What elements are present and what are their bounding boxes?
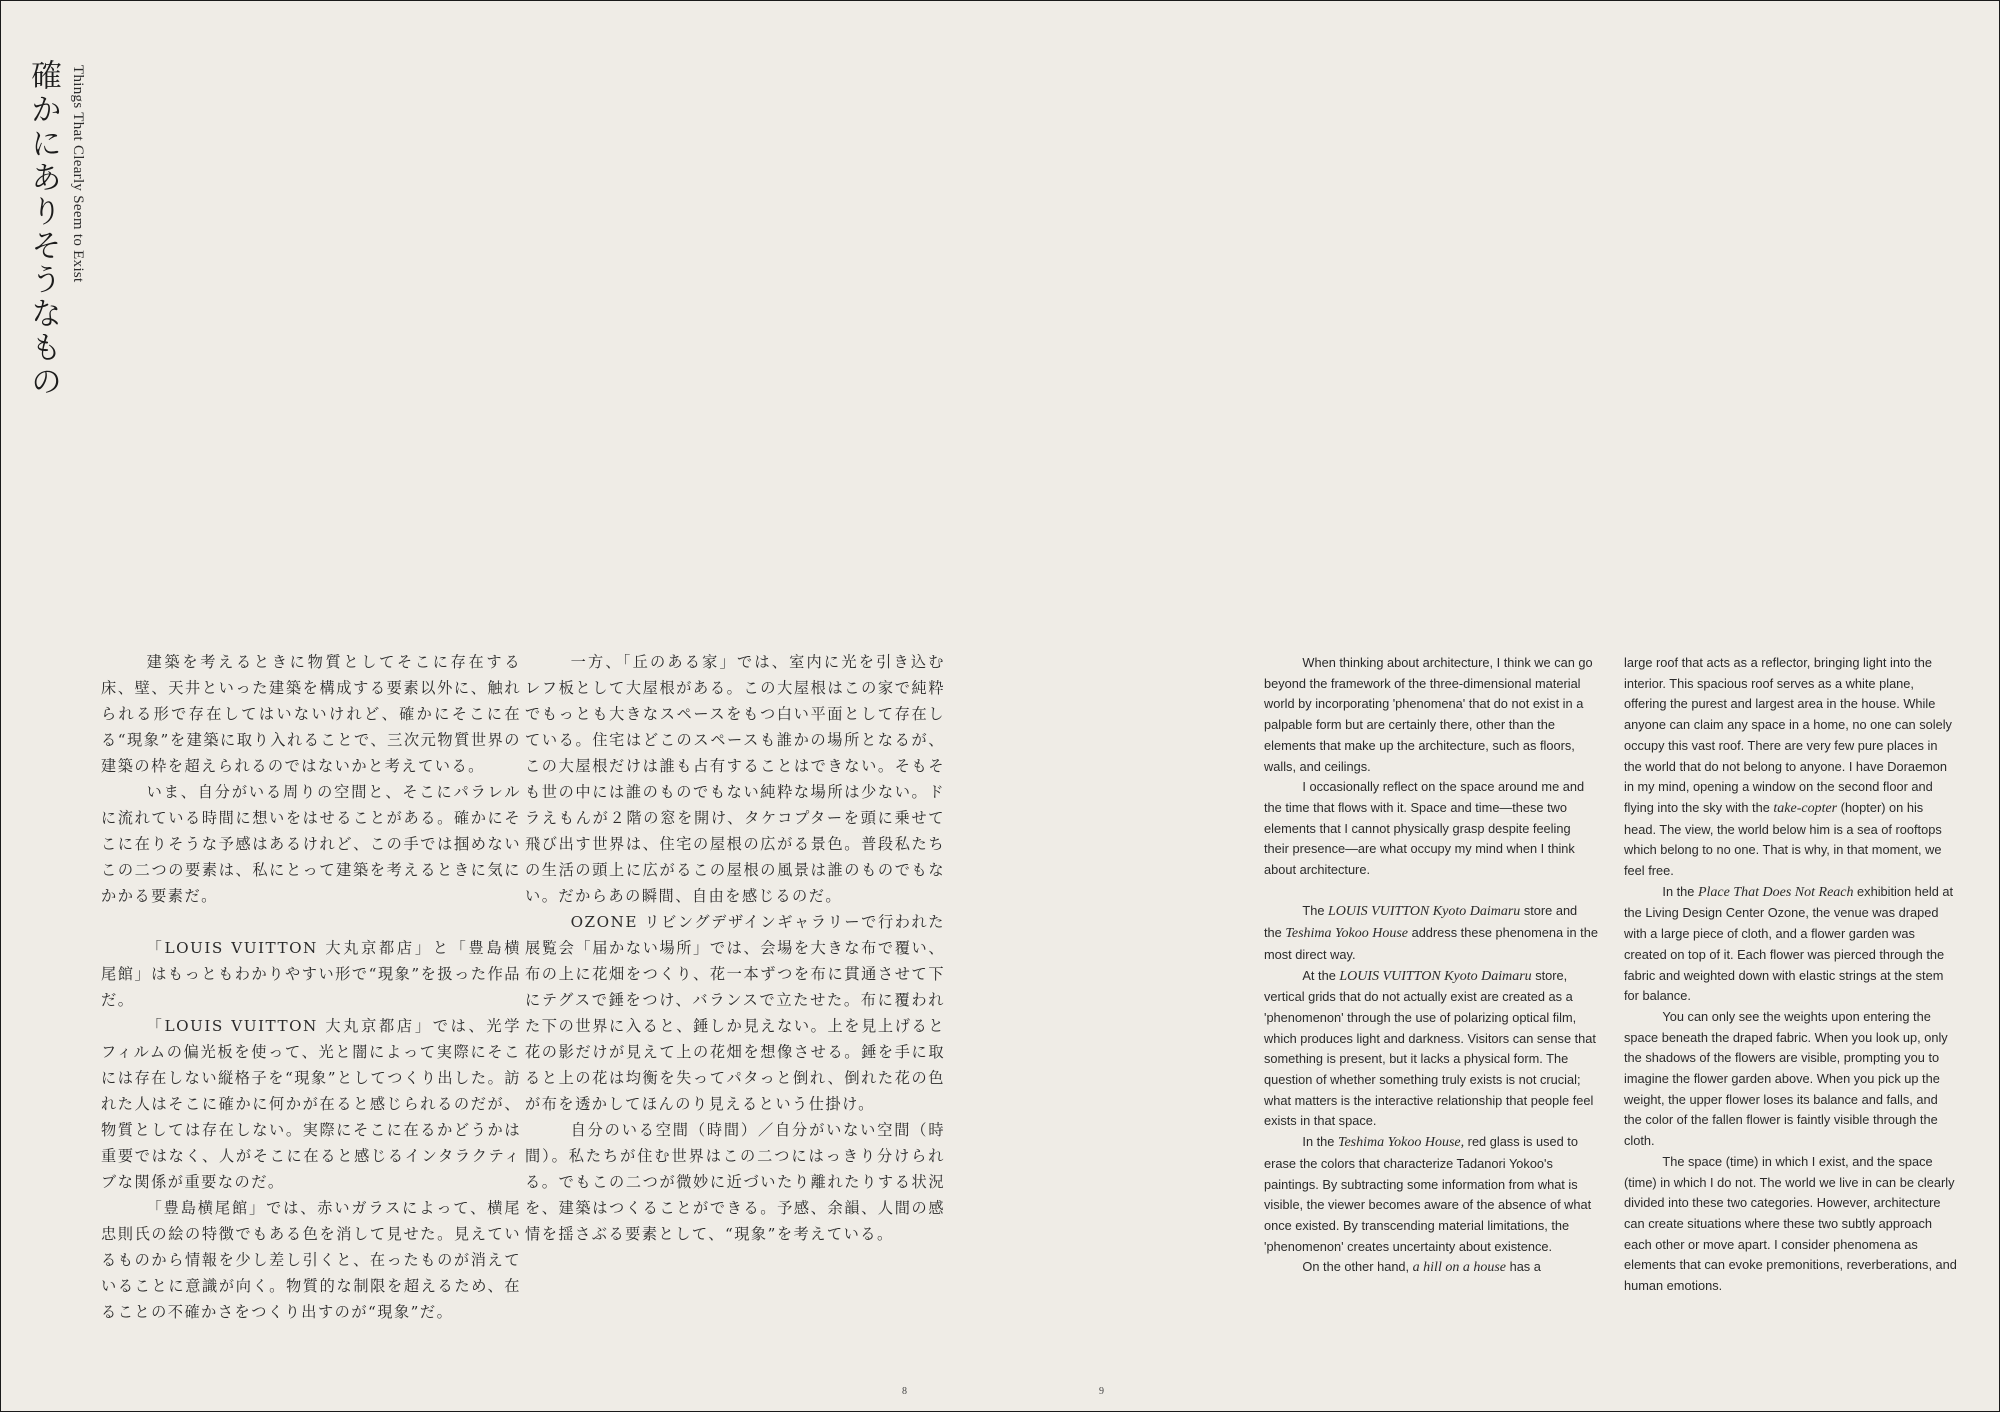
text-run: On the other hand, [1302, 1259, 1413, 1275]
italic-title: LOUIS VUITTON Kyoto Daimaru [1339, 968, 1532, 984]
text-run: large roof that acts as a reflector, bringing light into the interior. This spacious roof serves as a white plane, offering the purest and largest area in the house. While anyone can claim any space in a home, no one can solely occupy this vast roof. There are very few pure places in the world that do not belong to anyone. I have Doraemon in my mind, opening a window on the second floor and flying into the sky with the [1624, 655, 1952, 815]
title-english: Things That Clearly Seem to Exist [70, 65, 86, 283]
text-run: At the [1302, 967, 1340, 983]
text-run: store and the [1264, 903, 1578, 941]
text-run: The [1302, 903, 1328, 919]
italic-term: take-copter [1773, 800, 1838, 816]
text-run: store, vertical grids that do not actually exist are created as a 'phenomenon' through the use of polarizing optical film, which produces light and darkness. Visitors can sense that something is present, but it lacks a physical form. The question of whether something truly exists is not crucial; what matters is the interactive relationship that people feel exists in that space. [1264, 967, 1596, 1129]
title-japanese: 確かにありそうなもの [25, 59, 61, 399]
paragraph: いま、自分がいる周りの空間と、そこにパラレルに流れている時間に想いをはせることがある。確かにそこに在りそうな予感はあるけれど、この手では掴めないこの二つの要素は、私にとって建築を考えるときに気にかかる要素だ。 [101, 783, 521, 905]
paragraph: 「豊島横尾館」では、赤いガラスによって、横尾忠則氏の絵の特徴でもある色を消して見せた。見えているものから情報を少し差し引くと、在ったものが消えていることに意識が向く。物質的な制限を超えるため、在ることの不確かさをつくり出すのが“現象”だ。 [101, 1199, 521, 1321]
text-run: has a [1506, 1259, 1541, 1275]
paragraph: 「LOUIS VUITTON 大丸京都店」と「豊島横尾館」はもっともわかりやすい形で“現象”を扱った作品だ。 [101, 939, 521, 1009]
italic-title: a hill on a house [1412, 1260, 1507, 1276]
italic-title: Teshima Yokoo House [1285, 926, 1409, 942]
page-number-left: 8 [902, 1386, 907, 1397]
paragraph: OZONE リビングデザインギャラリーで行われた展覧会「届かない場所」では、会場を大きな布で覆い、布の上に花畑をつくり、花一本ずつを布に貫通させて下にテグスで錘をつけ、バランスで立たせた。布に覆われた下の世界に入ると、錘しか見えない。上を見上げると花の影だけが見えて上の花畑を想像させる。錘を手に取ると上の花は均衡を失ってパタっと倒れ、倒れた花の色が布を透かしてほんのり見えるという仕掛け。 [525, 913, 945, 1113]
japanese-column-2 [525, 649, 945, 1247]
italic-title: Teshima Yokoo House, [1337, 1135, 1465, 1151]
paragraph: The space (time) in which I exist, and the space (time) in which I do not. The world we live in can be clearly divided into these two categories. However, architecture can create situations where these two subtly approach each other or move apart. I consider phenomena as elements that can evoke premonitions, reverberations, and human emotions. [1624, 1153, 1957, 1294]
paragraph: I occasionally reflect on the space around me and the time that flows with it. Space and time—these two elements that I cannot physically grasp despite feeling their presence—are what occupy my mind when I think about architecture. [1264, 779, 1585, 878]
paragraph: 自分のいる空間（時間）／自分がいない空間（時間）。私たちが住む世界はこの二つにはっきり分けられる。でもこの二つが微妙に近づいたり離れたりする状況を、建築はつくることができる。予感、余韻、人間の感情を揺さぶる要素として、“現象”を考えている。 [525, 1121, 945, 1243]
text-run: exhibition held at the Living Design Center Ozone, the venue was draped with a large piece of cloth, and a flower garden was created on top of it. Each flower was pierced through the fabric and weighted down with elastic strings at the stem for balance. [1624, 883, 1954, 1004]
paragraph [1264, 966, 1598, 1133]
paragraph [1624, 882, 1958, 1007]
text-run: In the [1662, 883, 1698, 899]
paragraph [1264, 1257, 1598, 1279]
paragraph: You can only see the weights upon entering the space beneath the draped fabric. When you look up, only the shadows of the flowers are visible, prompting you to imagine the flower garden above. When you pick up the weight, the upper flower loses its balance and falls, and the color of the fallen flower is faintly visible through the cloth. [1624, 1008, 1948, 1149]
italic-title: LOUIS VUITTON Kyoto Daimaru [1328, 904, 1521, 920]
text-run: In the [1302, 1134, 1338, 1150]
english-column-2 [1624, 653, 1958, 1297]
text-run: address these phenomena in the most direct way. [1264, 925, 1598, 962]
text-run: (hopter) on his head. The view, the world below him is a sea of rooftops which belong to no one. That is why, in that moment, we feel free. [1624, 799, 1942, 879]
text-run: red glass is used to erase the colors that characterize Tadanori Yokoo's paintings. By subtracting some information from what is visible, the viewer becomes aware of the absence of what once existed. By transcending material limitations, the 'phenomenon' creates uncertainty about existence. [1264, 1134, 1592, 1254]
paragraph: 一方、「丘のある家」では、室内に光を引き込むレフ板として大屋根がある。この大屋根はこの家で純粋でもっとも大きなスペースをもつ白い平面として存在している。住宅はどこのスペースも誰かの場所となるが、この大屋根だけは誰も占有することはできない。そもそも世の中には誰のものでもない純粋な場所は少ない。ドラえもんが２階の窓を開け、タケコプターを頭に乗せて飛び出す世界は、住宅の屋根の広がる景色。普段私たちの生活の頭上に広がるこの屋根の風景は誰のものでもない。だからあの瞬間、自由を感じるのだ。 [525, 653, 945, 905]
japanese-column-1 [101, 649, 521, 1325]
paragraph: 「LOUIS VUITTON 大丸京都店」では、光学フィルムの偏光板を使って、光と闇によって実際にそこには存在しない縦格子を“現象”としてつくり出した。訪れた人はそこに確かに何かが在ると感じられるのだが、物質としては存在しない。実際にそこに在るかどうかは重要ではなく、人がそこに在ると感じるインタラクティブな関係が重要なのだ。 [101, 1017, 521, 1191]
paragraph: 建築を考えるときに物質としてそこに存在する床、壁、天井といった建築を構成する要素以外に、触れられる形で存在してはいないけれど、確かにそこに在る“現象”を建築に取り入れることで、三次元物質世界の建築の枠を超えられるのではないかと考えている。 [101, 653, 522, 775]
paragraph: When thinking about architecture, I think we can go beyond the framework of the three-dimensional material world by incorporating 'phenomena' that do not exist in a palpable form but are certainly there, other than the elements that make up the architecture, such as floors, walls, and ceilings. [1264, 655, 1593, 774]
paragraph [1624, 653, 1958, 882]
paragraph [1264, 1132, 1598, 1257]
page-number-right: 9 [1099, 1386, 1104, 1397]
english-column-1 [1264, 653, 1598, 1279]
italic-title: Place That Does Not Reach [1697, 884, 1854, 900]
paragraph [1264, 901, 1598, 965]
